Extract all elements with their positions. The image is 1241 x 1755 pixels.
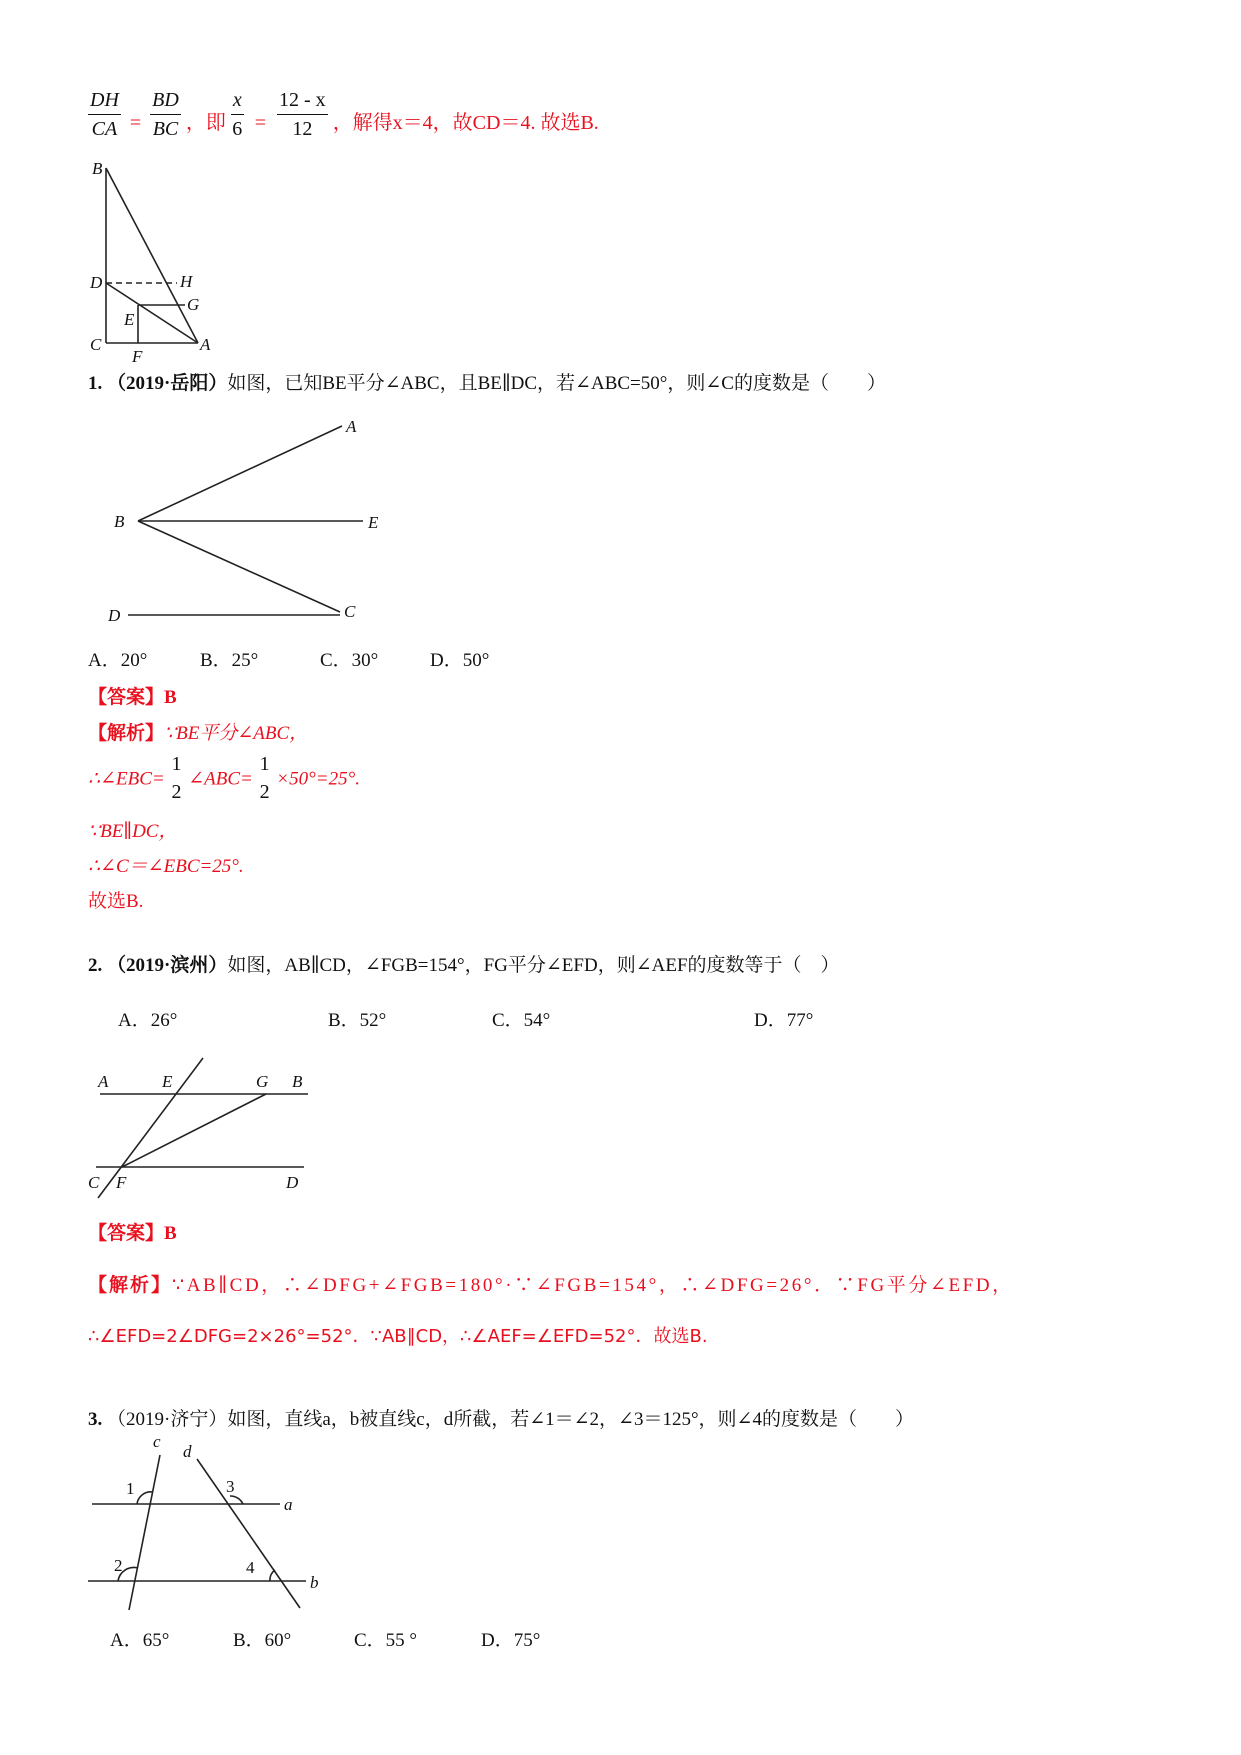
option-a[interactable]: A．65° [110,1630,170,1651]
question-3-options [110,1625,540,1652]
question-2-figure [80,1030,320,1200]
svg-text:A: A [200,335,211,354]
fraction-dh-ca: $\frac{DH}{CA}$ [88,86,121,143]
svg-text:3: 3 [226,1477,235,1496]
svg-text:b: b [310,1573,319,1592]
question-3-stem: 3. （2019·济宁）如图，直线a，b被直线c，d所截，若∠1＝∠2，∠3＝125°，则∠4的度数是（ ） [88,1409,914,1430]
option-c[interactable]: C．54° [492,1010,551,1031]
option-c[interactable]: C．30° [320,650,379,671]
svg-text:B: B [292,1072,303,1091]
fraction-half-2: 1 2 [259,753,270,803]
svg-text:H: H [180,272,193,291]
svg-text:B: B [92,159,103,178]
question-1-analysis-line1: 【解析】∵BE平分∠ABC， [88,723,309,744]
question-1-analysis-line3: ∵BE∥DC， [88,821,178,842]
fraction-12-minus-x: $\frac{12 - x}{12}$ [277,86,328,143]
option-a[interactable]: A．26° [118,1010,178,1031]
svg-text:4: 4 [246,1558,255,1577]
svg-text:E: E [368,513,379,532]
svg-text:E: E [124,310,135,329]
svg-text:G: G [256,1072,269,1091]
option-b[interactable]: B．25° [200,650,259,671]
svg-text:B: B [114,512,125,531]
svg-text:2: 2 [114,1556,123,1575]
option-c[interactable]: C．55 ° [354,1630,418,1651]
svg-text:A: A [346,417,357,436]
svg-text:d: d [183,1442,192,1461]
svg-text:F: F [132,347,143,366]
question-3-figure [80,1430,330,1610]
question-1-stem: 1. （2019·岳阳）如图，已知BE平分∠ABC，且BE∥DC，若∠ABC=50°，则∠C的度数是（ ） [88,373,886,394]
svg-text:C: C [88,1173,100,1192]
question-2-analysis-line1: 【解析】∵AB∥CD，∴∠DFG+∠FGB=180°·∵∠FGB=154°，∴∠DFG=26°．∵FG平分∠EFD， [88,1275,1014,1296]
prev-solution-line: $\frac{DH}{CA}$ = $\frac{BD}{BC}$ ，即 $\frac{x}{6}$ = $\frac{12 - x}{12}$ ，解得x＝4，故CD＝4. 故选B. [88,86,599,143]
question-1-answer: 【答案】B [88,687,177,708]
svg-text:A: A [98,1072,109,1091]
question-2-answer: 【答案】B [88,1223,177,1244]
option-d[interactable]: D．77° [754,1010,814,1031]
question-1-analysis-line4: ∴∠C＝∠EBC=25°. [88,856,244,877]
svg-text:D: D [286,1173,299,1192]
svg-text:C: C [344,602,356,621]
option-b[interactable]: B．52° [328,1010,387,1031]
option-d[interactable]: D．50° [430,650,490,671]
svg-text:a: a [284,1495,293,1514]
fraction-half: 1 2 [171,753,182,803]
svg-text:D: D [108,606,121,625]
svg-text:E: E [162,1072,173,1091]
question-1-options [88,645,489,672]
svg-text:D: D [90,273,103,292]
question-2-analysis-line2: ∴∠EFD=2∠DFG=2×26°=52°．∵AB∥CD，∴∠AEF=∠EFD=52°．故选B. [88,1326,708,1347]
question-1-analysis-line2: ∴∠EBC= 1 2 ∠ABC= 1 2 ×50°=25°. [88,750,360,806]
fraction-bd-bc: $\frac{BD}{BC}$ [150,86,181,143]
svg-text:C: C [90,335,102,354]
question-1-figure [80,400,400,630]
option-a[interactable]: A．20° [88,650,148,671]
svg-text:1: 1 [126,1479,135,1498]
option-b[interactable]: B．60° [233,1630,292,1651]
question-2-options [118,1005,813,1032]
triangle-figure [80,159,230,366]
question-1-analysis-line5: 故选B. [88,891,144,912]
svg-text:F: F [116,1173,127,1192]
svg-text:G: G [187,295,200,314]
question-2-stem: 2. （2019·滨州）如图，AB∥CD，∠FGB=154°，FG平分∠EFD，则∠AEF的度数等于（ ） [88,955,840,976]
fraction-x-6: $\frac{x}{6}$ [231,86,244,143]
option-d[interactable]: D．75° [481,1630,541,1651]
svg-text:c: c [153,1432,161,1451]
